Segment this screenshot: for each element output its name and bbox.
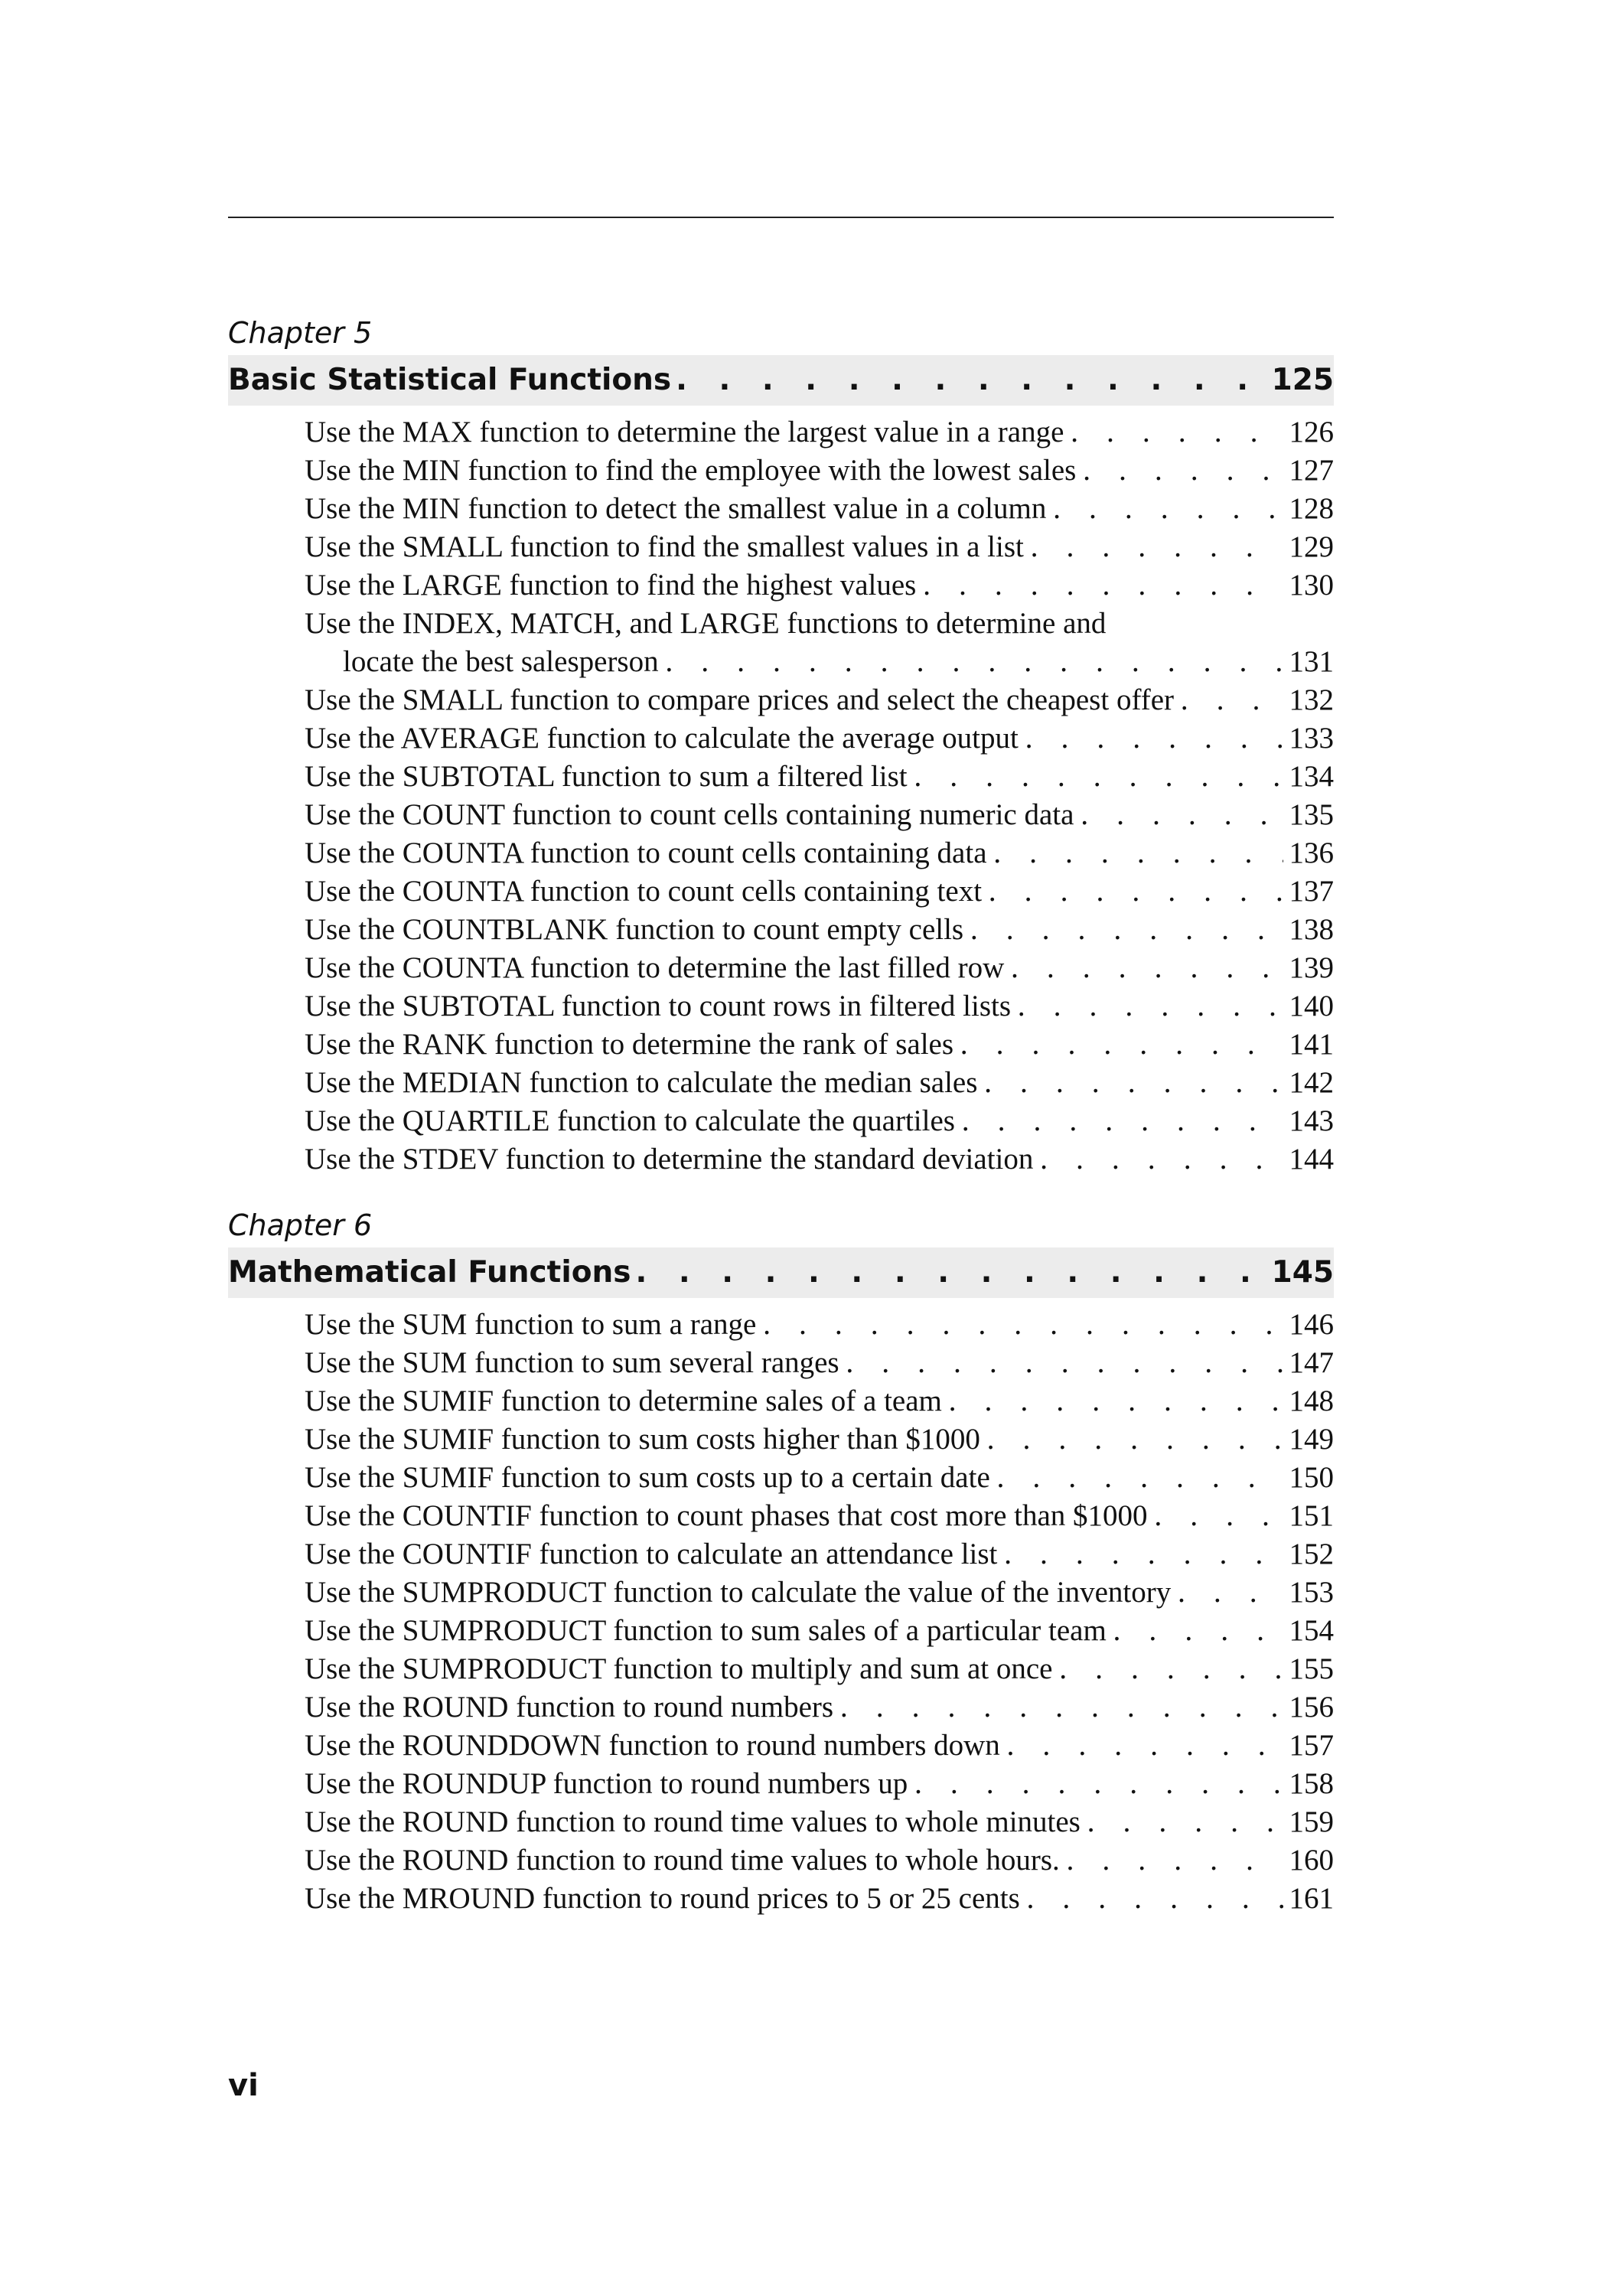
entry-page-number: 150 (1289, 1461, 1334, 1494)
toc-entry[interactable] (305, 1459, 1334, 1497)
toc-entry[interactable] (305, 1064, 1334, 1102)
entry-text: Use the MIN function to detect the smallest value in a column (305, 492, 1047, 525)
chapter-page-number: 125 (1271, 363, 1334, 397)
dot-leader (1020, 1880, 1283, 1918)
dot-leader (1000, 1727, 1283, 1765)
toc-entry[interactable] (305, 1420, 1334, 1459)
dot-leader (908, 1766, 1283, 1803)
entry-list (305, 413, 1334, 1179)
dot-leader (1171, 1574, 1283, 1612)
entry-text: Use the COUNT function to count cells containing numeric data (305, 798, 1074, 831)
chapter-label: Chapter 5 (228, 316, 373, 350)
toc-entry[interactable] (305, 1535, 1334, 1574)
entry-page-number: 149 (1289, 1423, 1334, 1456)
chapter-title-row[interactable] (228, 355, 1334, 406)
entry-page-number: 129 (1289, 530, 1334, 563)
toc-entry[interactable] (305, 1140, 1334, 1179)
toc-entry[interactable] (305, 566, 1334, 605)
toc-entry[interactable] (305, 719, 1334, 758)
entry-text: Use the AVERAGE function to calculate the average output (305, 722, 1019, 755)
entry-page-number: 136 (1289, 837, 1334, 869)
entry-page-number: 128 (1289, 492, 1334, 525)
entry-page-number: 148 (1289, 1384, 1334, 1417)
dot-leader (955, 1103, 1283, 1140)
chapter-title: Mathematical Functions (228, 1255, 631, 1290)
entry-text: Use the MROUND function to round prices to 5 or 25 cents (305, 1882, 1020, 1915)
entry-text: Use the INDEX, MATCH, and LARGE functions to determine and (305, 607, 1107, 640)
dot-leader (1148, 1498, 1283, 1535)
entry-page-number: 153 (1289, 1576, 1334, 1609)
entry-list (305, 1306, 1334, 1918)
dot-leader (982, 873, 1283, 911)
entry-text: Use the ROUNDDOWN function to round numbers down (305, 1729, 1000, 1762)
entry-text: Use the SUMPRODUCT function to sum sales of a particular team (305, 1614, 1107, 1647)
dot-leader (942, 1383, 1283, 1420)
entry-text: Use the SUBTOTAL function to sum a filtered list (305, 760, 908, 793)
dot-leader (1033, 1141, 1283, 1179)
entry-text: Use the MIN function to find the employee with the lowest sales (305, 454, 1077, 487)
entry-text: Use the RANK function to determine the rank of sales (305, 1028, 954, 1061)
entry-text: Use the SUM function to sum a range (305, 1308, 757, 1341)
dot-leader (977, 1065, 1283, 1102)
entry-text: Use the ROUND function to round time values to whole minutes (305, 1805, 1081, 1838)
entry-text: Use the SUM function to sum several ranges (305, 1346, 839, 1379)
entry-page-number: 130 (1289, 569, 1334, 602)
entry-page-number: 135 (1289, 798, 1334, 831)
toc-entry[interactable] (305, 1102, 1334, 1140)
dot-leader (980, 1421, 1283, 1459)
entry-text: Use the SUBTOTAL function to count rows in filtered lists (305, 990, 1012, 1022)
entry-text: Use the ROUNDUP function to round numbers up (305, 1767, 908, 1800)
entry-page-number: 139 (1289, 951, 1334, 984)
toc-entry[interactable] (305, 528, 1334, 566)
toc-entry[interactable] (305, 911, 1334, 949)
entry-text: Use the MEDIAN function to calculate the median sales (305, 1066, 978, 1099)
dot-leader (987, 835, 1283, 872)
dot-leader (1174, 682, 1283, 719)
chapter-6-section (228, 1206, 1334, 1918)
toc-entry[interactable] (305, 1612, 1334, 1650)
entry-page-number: 144 (1289, 1143, 1334, 1176)
toc-entry[interactable] (305, 1688, 1334, 1727)
entry-page-number: 146 (1289, 1308, 1334, 1341)
toc-entry[interactable] (305, 1650, 1334, 1688)
dot-leader (1046, 491, 1283, 528)
dot-leader (671, 355, 1265, 406)
toc-entry[interactable] (305, 872, 1334, 911)
entry-page-number: 134 (1289, 760, 1334, 793)
toc-entry[interactable] (305, 681, 1334, 719)
entry-page-number: 133 (1289, 722, 1334, 755)
entry-text: Use the SUMIF function to sum costs up to a certain date (305, 1461, 990, 1494)
toc-entry[interactable] (305, 605, 1334, 681)
entry-text: Use the COUNTBLANK function to count empty cells (305, 913, 964, 946)
dot-leader (659, 644, 1283, 681)
entry-page-number: 147 (1289, 1346, 1334, 1379)
entry-text: Use the MAX function to determine the largest value in a range (305, 416, 1064, 448)
entry-page-number: 138 (1289, 913, 1334, 946)
page-folio: vi (228, 2068, 259, 2103)
entry-text: Use the COUNTA function to count cells containing data (305, 837, 987, 869)
toc-entry[interactable] (305, 413, 1334, 452)
toc-entry[interactable] (305, 1803, 1334, 1841)
dot-leader (990, 1459, 1283, 1497)
entry-text: Use the SMALL function to compare prices and select the cheapest offer (305, 683, 1175, 716)
dot-leader (1064, 414, 1283, 452)
toc-entry[interactable] (305, 1574, 1334, 1612)
dot-leader (1081, 1804, 1283, 1841)
dot-leader (1074, 797, 1283, 834)
dot-leader (963, 912, 1283, 949)
toc-entry[interactable] (305, 987, 1334, 1026)
entry-text: Use the SUMPRODUCT function to calculate the value of the inventory (305, 1576, 1172, 1609)
entry-page-number: 154 (1289, 1614, 1334, 1647)
entry-page-number: 132 (1289, 683, 1334, 716)
dot-leader (631, 1247, 1265, 1298)
entry-text: Use the COUNTIF function to count phases that cost more than $1000 (305, 1499, 1148, 1532)
chapter-label: Chapter 6 (228, 1208, 373, 1242)
entry-page-number: 158 (1289, 1767, 1334, 1800)
entry-page-number: 156 (1289, 1691, 1334, 1724)
entry-page-number: 137 (1289, 875, 1334, 908)
toc-entry[interactable] (305, 949, 1334, 987)
dot-leader (1076, 452, 1283, 490)
entry-page-number: 151 (1289, 1499, 1334, 1532)
entry-text: Use the SMALL function to find the smallest values in a list (305, 530, 1024, 563)
header-rule (228, 217, 1334, 218)
dot-leader (839, 1345, 1283, 1382)
entry-text: Use the ROUND function to round numbers (305, 1691, 834, 1724)
entry-page-number: 131 (1289, 645, 1334, 678)
entry-page-number: 161 (1289, 1882, 1334, 1915)
entry-page-number: 157 (1289, 1729, 1334, 1762)
dot-leader (1004, 950, 1283, 987)
toc-entry[interactable] (305, 796, 1334, 834)
entry-text: Use the SUMIF function to sum costs higher than $1000 (305, 1423, 980, 1456)
entry-text: Use the LARGE function to find the highest values (305, 569, 917, 602)
entry-text: Use the COUNTA function to count cells containing text (305, 875, 983, 908)
dot-leader (916, 567, 1283, 605)
entry-text: Use the COUNTA function to determine the last filled row (305, 951, 1005, 984)
entry-page-number: 126 (1289, 416, 1334, 448)
entry-text: Use the SUMIF function to determine sales of a team (305, 1384, 942, 1417)
toc-entry[interactable] (305, 1727, 1334, 1765)
entry-page-number: 143 (1289, 1104, 1334, 1137)
toc-entry[interactable] (305, 1880, 1334, 1918)
toc-entry[interactable] (305, 1497, 1334, 1535)
dot-leader (1107, 1613, 1283, 1650)
entry-text: Use the ROUND function to round time values to whole hours. (305, 1844, 1060, 1877)
entry-page-number: 140 (1289, 990, 1334, 1022)
entry-page-number: 142 (1289, 1066, 1334, 1099)
entry-page-number: 141 (1289, 1028, 1334, 1061)
entry-page-number: 155 (1289, 1652, 1334, 1685)
entry-page-number: 152 (1289, 1538, 1334, 1570)
entry-page-number: 160 (1289, 1844, 1334, 1877)
dot-leader (997, 1536, 1283, 1574)
entry-text: Use the SUMPRODUCT function to multiply and sum at once (305, 1652, 1053, 1685)
chapter-title-row[interactable] (228, 1247, 1334, 1298)
entry-page-number: 159 (1289, 1805, 1334, 1838)
dot-leader (1052, 1651, 1283, 1688)
toc-entry[interactable] (305, 1765, 1334, 1803)
toc-entry[interactable] (305, 490, 1334, 528)
chapter-page-number: 145 (1271, 1255, 1334, 1290)
entry-text: Use the STDEV function to determine the standard deviation (305, 1143, 1034, 1176)
toc-entry[interactable] (305, 1306, 1334, 1344)
dot-leader (1019, 720, 1283, 758)
dot-leader (1024, 529, 1283, 566)
toc-entry[interactable] (305, 758, 1334, 796)
entry-text: Use the COUNTIF function to calculate an attendance list (305, 1538, 998, 1570)
toc-entry[interactable] (305, 452, 1334, 490)
dot-leader (1060, 1842, 1283, 1880)
dot-leader (756, 1306, 1283, 1344)
chapter-5-section (228, 314, 1334, 1179)
dot-leader (1011, 988, 1283, 1026)
chapter-title: Basic Statistical Functions (228, 363, 672, 397)
dot-leader (833, 1689, 1283, 1727)
toc-entry[interactable] (305, 1026, 1334, 1064)
dot-leader (908, 758, 1283, 796)
toc-entry[interactable] (305, 1382, 1334, 1420)
dot-leader (953, 1026, 1283, 1064)
toc-entry[interactable] (305, 834, 1334, 872)
toc-entry[interactable] (305, 1344, 1334, 1382)
entry-text: Use the QUARTILE function to calculate the quartiles (305, 1104, 955, 1137)
toc-entry[interactable] (305, 1841, 1334, 1880)
entry-text-continuation: locate the best salesperson (343, 645, 659, 678)
entry-page-number: 127 (1289, 454, 1334, 487)
